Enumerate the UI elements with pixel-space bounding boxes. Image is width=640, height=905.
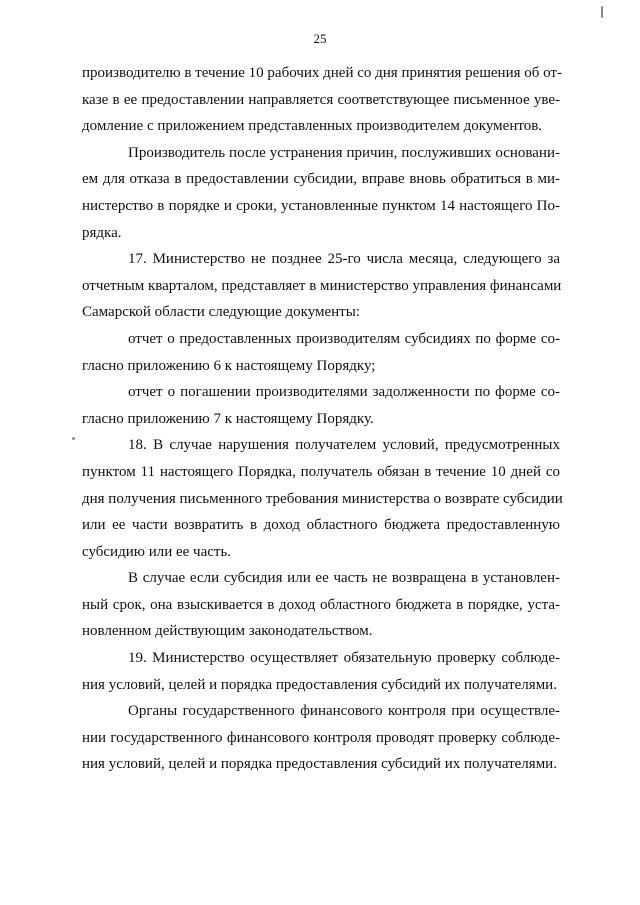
text-line: ния условий, целей и порядка предоставления субсидий их получателями. <box>82 676 557 693</box>
text-line: отчет о погашении производителями задолженности по форме со- <box>128 384 560 401</box>
text-line: производителю в течение 10 рабочих дней со дня принятия решения об от- <box>82 65 562 81</box>
text-line: или ее части возвратить в доход областного бюджета предоставленную <box>82 517 560 534</box>
text-line: домление с приложением представленных производителем документов. <box>82 118 543 135</box>
text-line: Органы государственного финансового контроля при осуществле- <box>128 703 560 720</box>
text-line: нистерство в порядке и сроки, установленные пунктом 14 настоящего По- <box>82 197 560 214</box>
text-line: 17. Министерство не позднее 25-го числа месяца, следующего за <box>128 251 560 268</box>
text-line: ный срок, она взыскивается в доход областного бюджета в порядке, уста- <box>82 596 560 613</box>
text-line: гласно приложению 6 к настоящему Порядку; <box>82 357 376 374</box>
scan-speck <box>601 6 603 18</box>
text-line: пунктом 11 настоящего Порядка, получатель обязан в течение 10 дней со <box>82 463 560 480</box>
text-line: нии государственного финансового контроля проводят проверку соблюде- <box>82 729 560 746</box>
text-line: Производитель после устранения причин, послуживших основани- <box>128 144 560 161</box>
scan-speck <box>72 437 75 440</box>
text-line: ния условий, целей и порядка предоставления субсидий их получателями. <box>82 756 557 773</box>
text-line: Самарской области следующие документы: <box>82 304 360 321</box>
text-line: казе в ее предоставлении направляется соответствующее письменное уве- <box>82 91 560 108</box>
text-line: ем для отказа в предоставлении субсидии, вправе вновь обратиться в ми- <box>82 171 560 188</box>
text-line: новленном действующим законодательством. <box>82 623 373 640</box>
text-line: 18. В случае нарушения получателем условий, предусмотренных <box>128 437 560 454</box>
text-line: дня получения письменного требования министерства о возврате субсидии <box>82 490 563 507</box>
text-line: рядка. <box>82 224 122 241</box>
page-number: 25 <box>313 31 327 46</box>
text-line: отчет о предоставленных производителям субсидиях по форме со- <box>128 330 560 347</box>
text-line: 19. Министерство осуществляет обязательную проверку соблюде- <box>128 650 560 667</box>
text-line: отчетным кварталом, представляет в министерство управления финансами <box>82 277 562 294</box>
text-line: гласно приложению 7 к настоящему Порядку. <box>82 410 374 427</box>
text-line: В случае если субсидия или ее часть не возвращена в установлен- <box>128 570 560 587</box>
text-line: субсидию или ее часть. <box>82 543 232 560</box>
body-text <box>82 64 563 782</box>
